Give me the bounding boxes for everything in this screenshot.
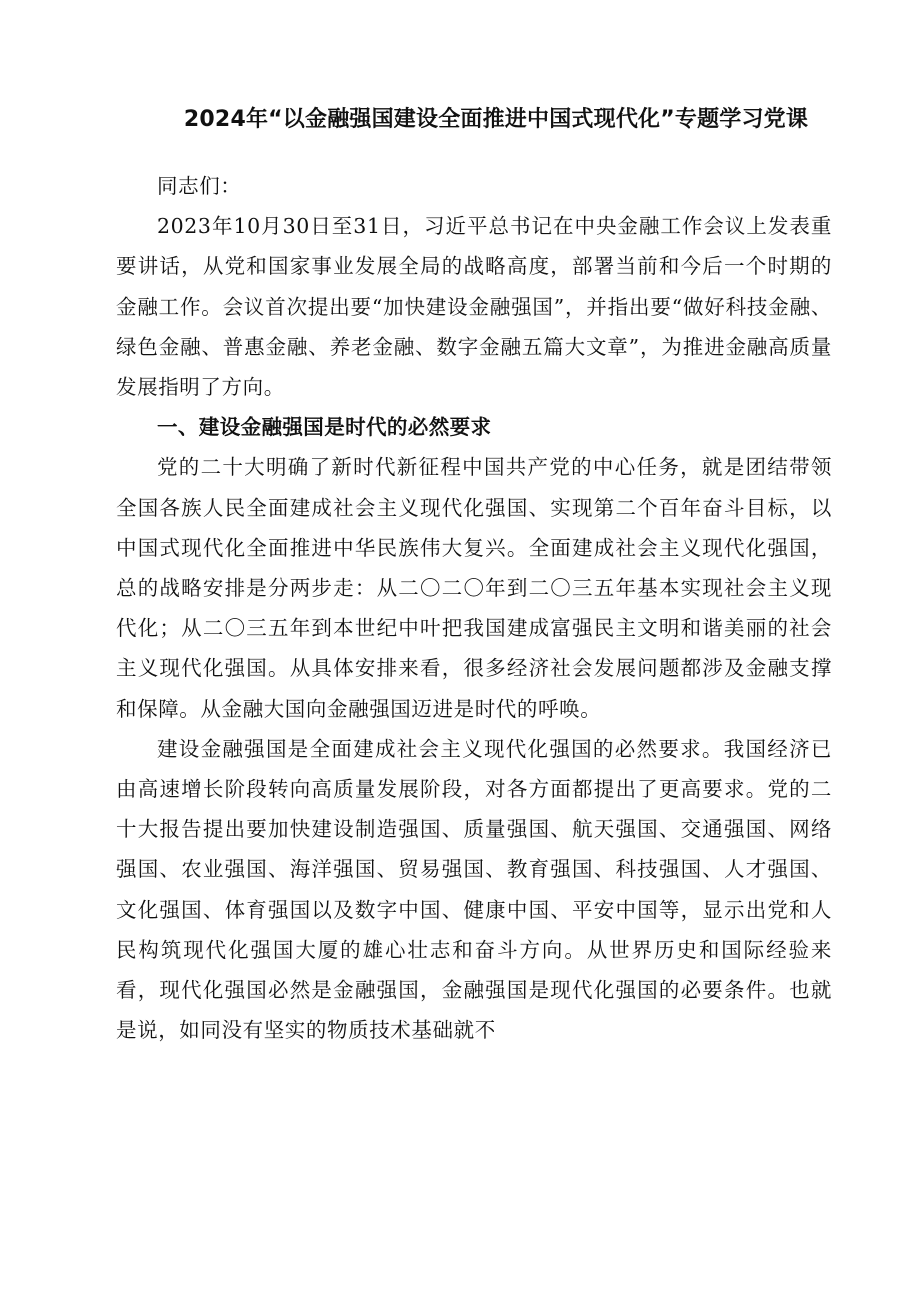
- document-body: [116, 166, 832, 1050]
- paragraph-intro: 2023年10月30日至31日，习近平总书记在中央金融工作会议上发表重要讲话，从党和国家事业发展全局的战略高度，部署当前和今后一个时期的金融工作。会议首次提出要“加快建设金融强国”，并指出要“做好科技金融、绿色金融、普惠金融、养老金融、数字金融五篇大文章”，为推进金融高质量发展指明了方向。: [116, 214, 832, 400]
- document-title: 2024年“以金融强国建设全面推进中国式现代化”专题学习党课: [183, 107, 809, 132]
- paragraph-section1-b: 建设金融强国是全面建成社会主义现代化强国的必然要求。我国经济已由高速增长阶段转向高质量发展阶段，对各方面都提出了更高要求。党的二十大报告提出要加快建设制造强国、质量强国、航天强国、交通强国、网络强国、农业强国、海洋强国、贸易强国、教育强国、科技强国、人才强国、文化强国、体育强国以及数字中国、健康中国、平安中国等，显示出党和人民构筑现代化强国大厦的雄心壮志和奋斗方向。从世界历史和国际经验来看，现代化强国必然是金融强国，金融强国是现代化强国的必要条件。也就是说，如同没有坚实的物质技术基础就不: [116, 736, 832, 1043]
- paragraph-section1-a: 党的二十大明确了新时代新征程中国共产党的中心任务，就是团结带领全国各族人民全面建成社会主义现代化强国、实现第二个百年奋斗目标，以中国式现代化全面推进中华民族伟大复兴。全面建成社会主义现代化强国，总的战略安排是分两步走：从二〇二〇年到二〇三五年基本实现社会主义现代化；从二〇三五年到本世纪中叶把我国建成富强民主文明和谐美丽的社会主义现代化强国。从具体安排来看，很多经济社会发展问题都涉及金融支撑和保障。从金融大国向金融强国迈进是时代的呼唤。: [116, 455, 832, 721]
- section-heading-1: 一、建设金融强国是时代的必然要求: [157, 415, 492, 440]
- greeting: 同志们：: [157, 174, 242, 198]
